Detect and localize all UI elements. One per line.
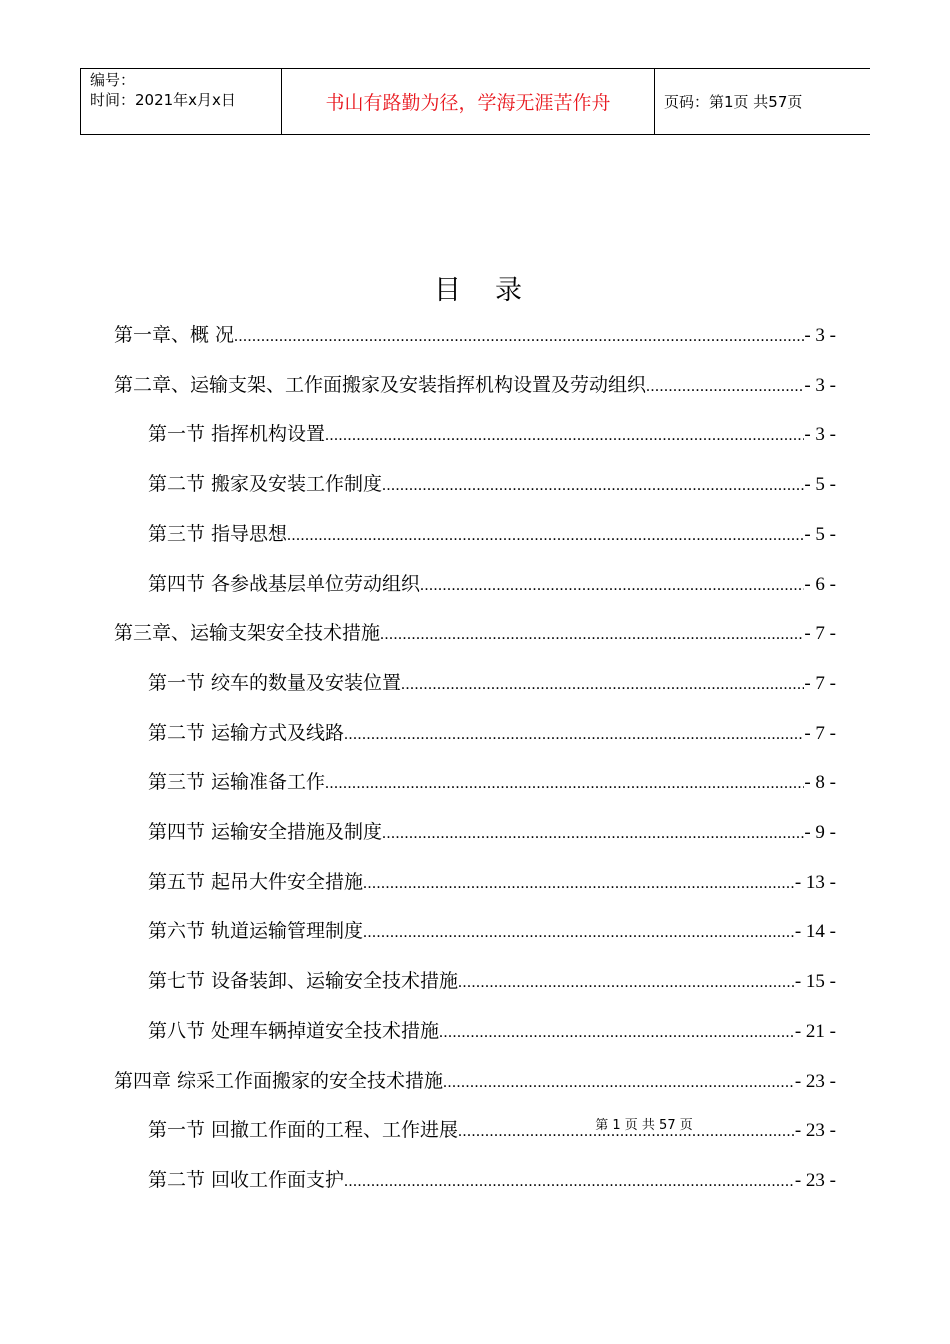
toc-leader-dots bbox=[234, 328, 804, 346]
toc-leader-dots bbox=[420, 577, 804, 595]
toc-leader-dots bbox=[363, 875, 795, 893]
toc-entry-label: 第一节 指挥机构设置 bbox=[148, 423, 326, 445]
toc-entry-page: - 8 - bbox=[804, 772, 836, 793]
toc-entry[interactable] bbox=[148, 668, 836, 700]
toc-leader-dots bbox=[401, 676, 804, 694]
header-page-cell bbox=[655, 69, 870, 134]
toc-leader-dots bbox=[325, 427, 804, 445]
toc-entry[interactable] bbox=[148, 469, 836, 501]
toc-entry-page: - 21 - bbox=[794, 1021, 836, 1042]
toc-entry-page: - 9 - bbox=[804, 822, 836, 843]
toc-entry-page: - 3 - bbox=[804, 424, 836, 445]
toc-leader-dots bbox=[344, 726, 804, 744]
toc-entry[interactable] bbox=[114, 320, 836, 352]
toc-entry[interactable] bbox=[114, 618, 836, 650]
toc-entry-page: - 23 - bbox=[794, 1170, 836, 1191]
toc-entry[interactable] bbox=[148, 767, 836, 799]
date-label: 时间：2021年x月x日 bbox=[90, 91, 236, 109]
toc-entry-page: - 7 - bbox=[804, 623, 836, 644]
toc-entry-label: 第一章、概 况 bbox=[114, 324, 235, 346]
toc-entry[interactable] bbox=[148, 1165, 836, 1197]
toc-entry[interactable] bbox=[148, 916, 836, 948]
toc-entry[interactable] bbox=[148, 817, 836, 849]
toc-entry-page: - 13 - bbox=[794, 872, 836, 893]
motto-text: 书山有路勤为径，学海无涯苦作舟 bbox=[325, 92, 611, 114]
header-page-info: 页码：第1页 共57页 bbox=[664, 93, 803, 111]
toc-entry-label: 第三章、运输支架安全技术措施 bbox=[114, 622, 381, 644]
toc-entry-page: - 3 - bbox=[804, 325, 836, 346]
toc-entry[interactable] bbox=[148, 519, 836, 551]
toc-entry-label: 第四节 运输安全措施及制度 bbox=[148, 821, 383, 843]
toc-leader-dots bbox=[382, 825, 804, 843]
header-motto-cell bbox=[282, 69, 655, 134]
toc-entry-label: 第二节 搬家及安装工作制度 bbox=[148, 473, 383, 495]
toc-entry-label: 第二节 回收工作面支护 bbox=[148, 1169, 345, 1191]
toc-entry[interactable] bbox=[148, 966, 836, 998]
toc-entry[interactable] bbox=[114, 370, 836, 402]
toc-entry-label: 第四节 各参战基层单位劳动组织 bbox=[148, 573, 421, 595]
toc-title: 目录 bbox=[434, 275, 556, 306]
toc-leader-dots bbox=[325, 775, 804, 793]
toc-entry-label: 第六节 轨道运输管理制度 bbox=[148, 920, 364, 942]
toc-leader-dots bbox=[380, 626, 804, 644]
toc-entry-page: - 6 - bbox=[804, 574, 836, 595]
toc-leader-dots bbox=[443, 1074, 795, 1092]
toc-entry-page: - 5 - bbox=[804, 524, 836, 545]
toc-entry-label: 第三节 指导思想 bbox=[148, 523, 288, 545]
toc-entry-label: 第一节 绞车的数量及安装位置 bbox=[148, 672, 402, 694]
toc-leader-dots bbox=[287, 527, 804, 545]
toc-entry-label: 第二节 运输方式及线路 bbox=[148, 722, 345, 744]
toc-entry[interactable] bbox=[148, 1016, 836, 1048]
toc-leader-dots bbox=[382, 477, 804, 495]
toc-entry-label: 第二章、运输支架、工作面搬家及安装指挥机构设置及劳动组织 bbox=[114, 374, 647, 396]
toc-entry[interactable] bbox=[114, 1066, 836, 1098]
toc-entry-page: - 15 - bbox=[794, 971, 836, 992]
toc-leader-dots bbox=[363, 924, 795, 942]
serial-number-label: 编号： bbox=[90, 71, 136, 89]
toc-entry-label: 第三节 运输准备工作 bbox=[148, 771, 326, 793]
toc-entry[interactable] bbox=[148, 867, 836, 899]
toc-entry-page: - 7 - bbox=[804, 723, 836, 744]
toc-entry-page: - 7 - bbox=[804, 673, 836, 694]
toc-entry-label: 第七节 设备装卸、运输安全技术措施 bbox=[148, 970, 459, 992]
toc-entry-page: - 3 - bbox=[804, 375, 836, 396]
toc-entry-page: - 23 - bbox=[794, 1071, 836, 1092]
toc-entry-label: 第八节 处理车辆掉道安全技术措施 bbox=[148, 1020, 440, 1042]
footer-page-number: 第 1 页 共 57 页 bbox=[595, 1118, 693, 1133]
toc-leader-dots bbox=[646, 378, 804, 396]
toc-entry-page: - 5 - bbox=[804, 474, 836, 495]
toc-entry-label: 第四章 综采工作面搬家的安全技术措施 bbox=[114, 1070, 444, 1092]
toc-entry-label: 第一节 回撤工作面的工程、工作进展 bbox=[148, 1119, 459, 1141]
document-header bbox=[80, 68, 870, 135]
toc-entry[interactable] bbox=[148, 419, 836, 451]
toc-entry[interactable] bbox=[148, 569, 836, 601]
toc-leader-dots bbox=[439, 1024, 795, 1042]
toc-leader-dots bbox=[458, 974, 795, 992]
toc-entry-page: - 14 - bbox=[794, 921, 836, 942]
toc-entry-label: 第五节 起吊大件安全措施 bbox=[148, 871, 364, 893]
header-meta-cell bbox=[81, 69, 282, 134]
toc-leader-dots bbox=[344, 1173, 795, 1191]
toc-entry[interactable] bbox=[148, 718, 836, 750]
toc-entry-page: - 23 - bbox=[794, 1120, 836, 1141]
